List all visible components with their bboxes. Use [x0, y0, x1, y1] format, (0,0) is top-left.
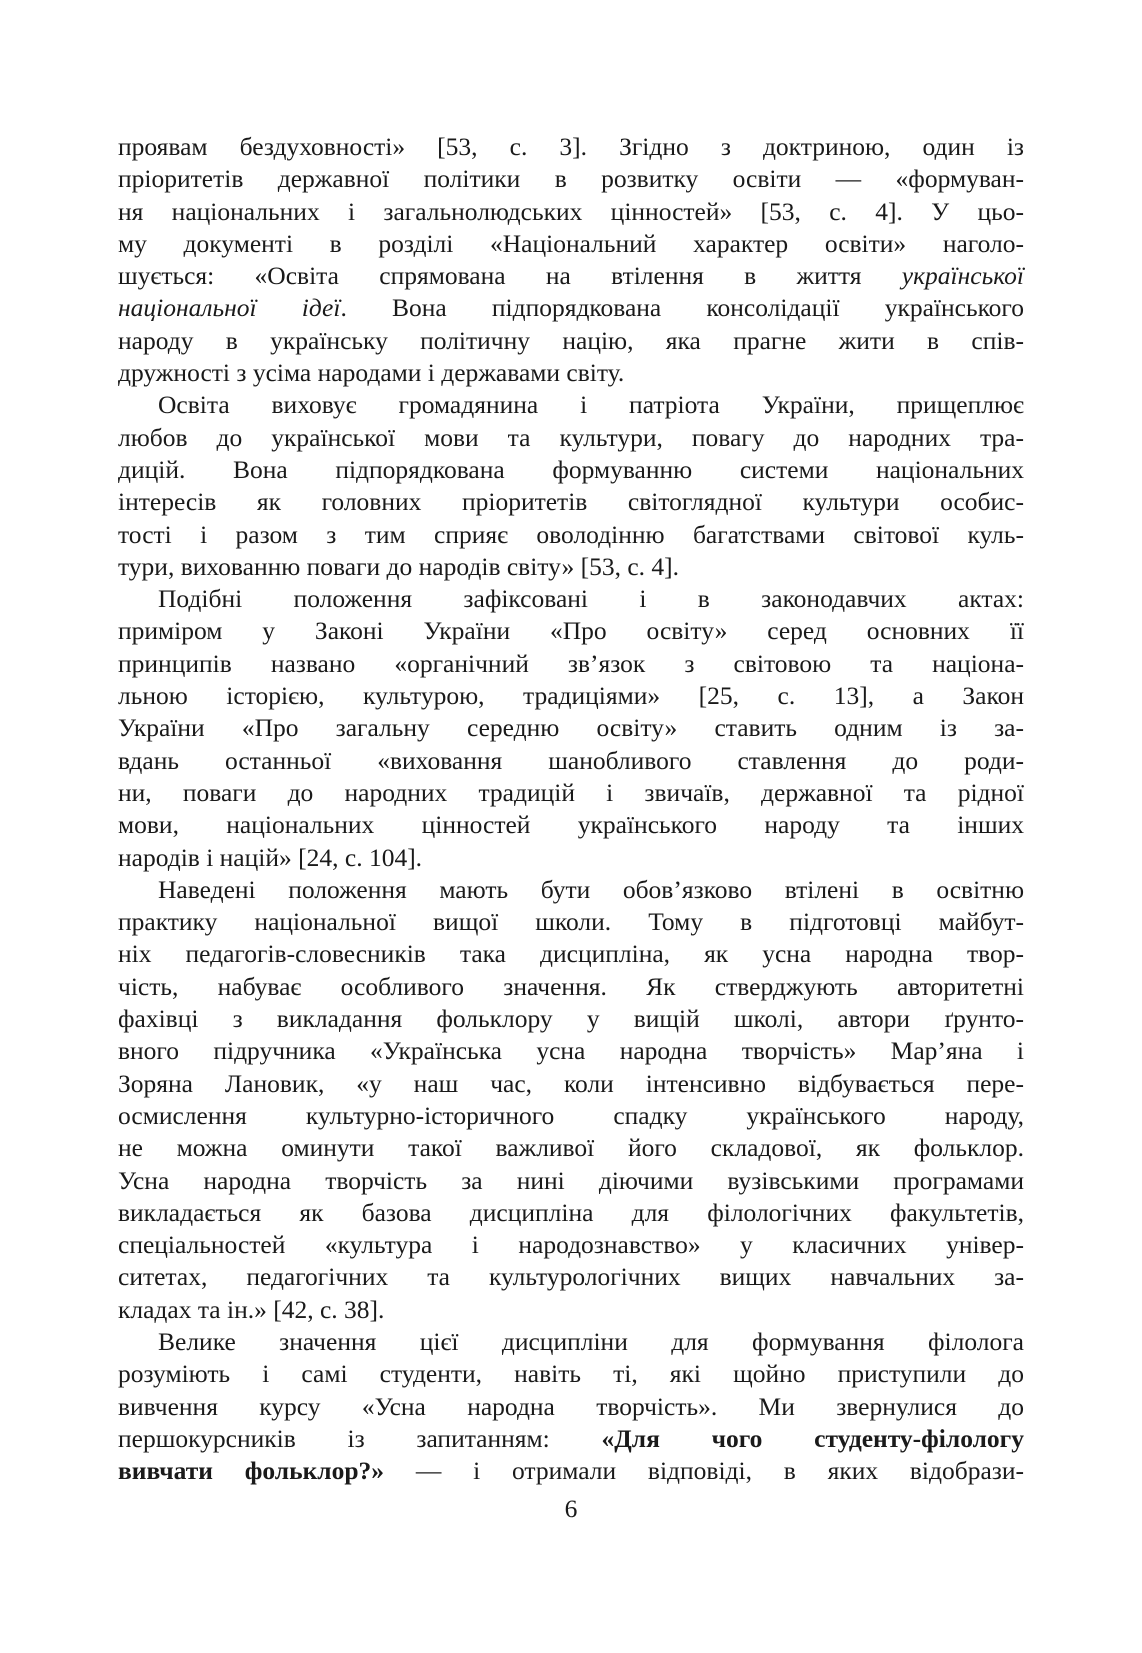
- text-line: [118, 1455, 1024, 1487]
- text-line: [118, 809, 1024, 841]
- bold-text: «Для чого студенту-філологу: [601, 1423, 1024, 1453]
- text-line: [118, 260, 1024, 292]
- text-run: пріоритетів державної політики в розвитку освіти — «формуван-: [118, 164, 1024, 194]
- italic-text: національної ідеї: [118, 293, 341, 323]
- text-line: [118, 454, 1024, 486]
- text-line: [118, 938, 1024, 970]
- text-line: [118, 1003, 1024, 1035]
- text-run: дицій. Вона підпорядкована формуванню системи національних: [118, 454, 1024, 484]
- text-line: [118, 745, 1024, 777]
- text-run: шується: «Освіта спрямована на втілення в життя: [118, 261, 902, 291]
- text-run: інтересів як головних пріоритетів світоглядної культури особис-: [118, 487, 1024, 517]
- text-run: вивчення курсу «Усна народна творчість». Ми звернулися до: [118, 1391, 1024, 1421]
- body-text: [118, 131, 1024, 1487]
- text-run: му документі в розділі «Національний характер освіти» наголо-: [118, 228, 1024, 258]
- text-run: дружності з усіма народами і державами світу.: [118, 358, 625, 388]
- text-run: принципів названо «органічний зв’язок з світовою та націона-: [118, 648, 1024, 678]
- text-run: Освіта виховує громадянина і патріота України, прищеплює: [158, 390, 1024, 420]
- text-run: першокурсників із запитанням:: [118, 1423, 602, 1453]
- text-line: [118, 1391, 1024, 1423]
- paragraph: [118, 874, 1024, 1326]
- paragraph: [118, 1326, 1024, 1487]
- text-line: [118, 422, 1024, 454]
- text-line: [118, 131, 1024, 163]
- text-line: [118, 1197, 1024, 1229]
- text-run: фахівці з викладання фольклору у вищій школі, автори ґрунто-: [118, 1004, 1024, 1034]
- text-run: осмислення культурно-історичного спадку українського народу,: [118, 1100, 1024, 1130]
- text-run: України «Про загальну середню освіту» ставить одним із за-: [118, 713, 1024, 743]
- text-run: ня національних і загальнолюдських цінностей» [53, с. 4]. У цьо-: [118, 196, 1024, 226]
- text-run: розуміють і самі студенти, навіть ті, які щойно приступили до: [118, 1359, 1024, 1389]
- text-run: мови, національних цінностей українського народу та інших: [118, 810, 1024, 840]
- text-line: [118, 648, 1024, 680]
- paragraph: [118, 131, 1024, 389]
- text-run: кладах та ін.» [42, с. 38].: [118, 1294, 385, 1324]
- text-run: вдань останньої «виховання шанобливого ставлення до роди-: [118, 745, 1024, 775]
- text-line: [118, 551, 1024, 583]
- text-line: [118, 325, 1024, 357]
- text-line: [118, 486, 1024, 518]
- text-line: [118, 1035, 1024, 1067]
- text-run: проявам бездуховності» [53, с. 3]. Згідно з доктриною, один із: [118, 132, 1024, 161]
- text-run: ситетах, педагогічних та культурологічних вищих навчальних за-: [118, 1262, 1024, 1292]
- text-run: — і отримали відповіді, в яких відобрази-: [384, 1456, 1024, 1486]
- text-run: народу в українську політичну націю, яка прагне жити в спів-: [118, 325, 1024, 355]
- text-run: не можна оминути такої важливої його складової, як фольклор.: [118, 1133, 1024, 1163]
- text-run: викладається як базова дисципліна для філологічних факультетів,: [118, 1197, 1024, 1227]
- bold-text: вивчати фольклор?»: [118, 1456, 385, 1486]
- text-run: спеціальностей «культура і народознавство» у класичних універ-: [118, 1230, 1024, 1260]
- text-line: [118, 1294, 1024, 1326]
- text-line: [118, 583, 1024, 615]
- text-line: [118, 228, 1024, 260]
- paragraph: [118, 389, 1024, 583]
- text-run: вного підручника «Українська усна народна творчість» Мар’яна і: [118, 1036, 1024, 1066]
- text-run: ніх педагогів-словесників така дисципліна, як усна народна твор-: [118, 939, 1024, 969]
- text-run: любов до української мови та культури, повагу до народних тра-: [118, 422, 1024, 452]
- text-run: Зоряна Лановик, «у наш час, коли інтенсивно відбувається пере-: [118, 1068, 1024, 1098]
- text-run: чість, набуває особливого значення. Як стверджують авторитетні: [118, 971, 1024, 1001]
- text-run: Подібні положення зафіксовані і в законодавчих актах:: [158, 584, 1024, 614]
- text-line: [118, 874, 1024, 906]
- text-run: тури, вихованню поваги до народів світу» [53, с. 4].: [118, 551, 680, 581]
- text-line: [118, 292, 1024, 324]
- text-line: [118, 680, 1024, 712]
- text-line: [118, 1261, 1024, 1293]
- text-line: [118, 519, 1024, 551]
- text-run: тості і разом з тим сприяє оволодінню багатствами світової куль-: [118, 519, 1024, 549]
- text-line: [118, 1132, 1024, 1164]
- text-line: [118, 357, 1024, 389]
- text-line: [118, 777, 1024, 809]
- text-line: [118, 1358, 1024, 1390]
- paragraph: [118, 583, 1024, 874]
- text-run: ни, поваги до народних традицій і звичаїв, державної та рідної: [118, 777, 1024, 807]
- text-line: [118, 1165, 1024, 1197]
- text-line: [118, 196, 1024, 228]
- text-run: народів і націй» [24, с. 104].: [118, 842, 423, 872]
- text-line: [118, 615, 1024, 647]
- page-number: 6: [564, 1494, 578, 1523]
- text-line: [118, 712, 1024, 744]
- text-run: приміром у Законі України «Про освіту» серед основних її: [118, 616, 1024, 646]
- text-line: [118, 906, 1024, 938]
- text-run: Усна народна творчість за нині діючими вузівськими програмами: [118, 1165, 1024, 1195]
- text-run: Наведені положення мають бути обов’язково втілені в освітню: [158, 874, 1024, 904]
- text-line: [118, 389, 1024, 421]
- text-run: льною історією, культурою, традиціями» [25, с. 13], а Закон: [118, 681, 1024, 711]
- text-run: . Вона підпорядкована консолідації українського: [340, 293, 1024, 323]
- text-line: [118, 971, 1024, 1003]
- text-line: [118, 842, 1024, 874]
- text-run: Велике значення цієї дисципліни для формування філолога: [158, 1326, 1024, 1356]
- italic-text: української: [901, 261, 1024, 291]
- text-line: [118, 163, 1024, 195]
- text-line: [118, 1423, 1024, 1455]
- text-run: практику національної вищої школи. Тому в підготовці майбут-: [118, 907, 1024, 937]
- text-line: [118, 1100, 1024, 1132]
- text-line: [118, 1326, 1024, 1358]
- text-line: [118, 1229, 1024, 1261]
- text-line: [118, 1068, 1024, 1100]
